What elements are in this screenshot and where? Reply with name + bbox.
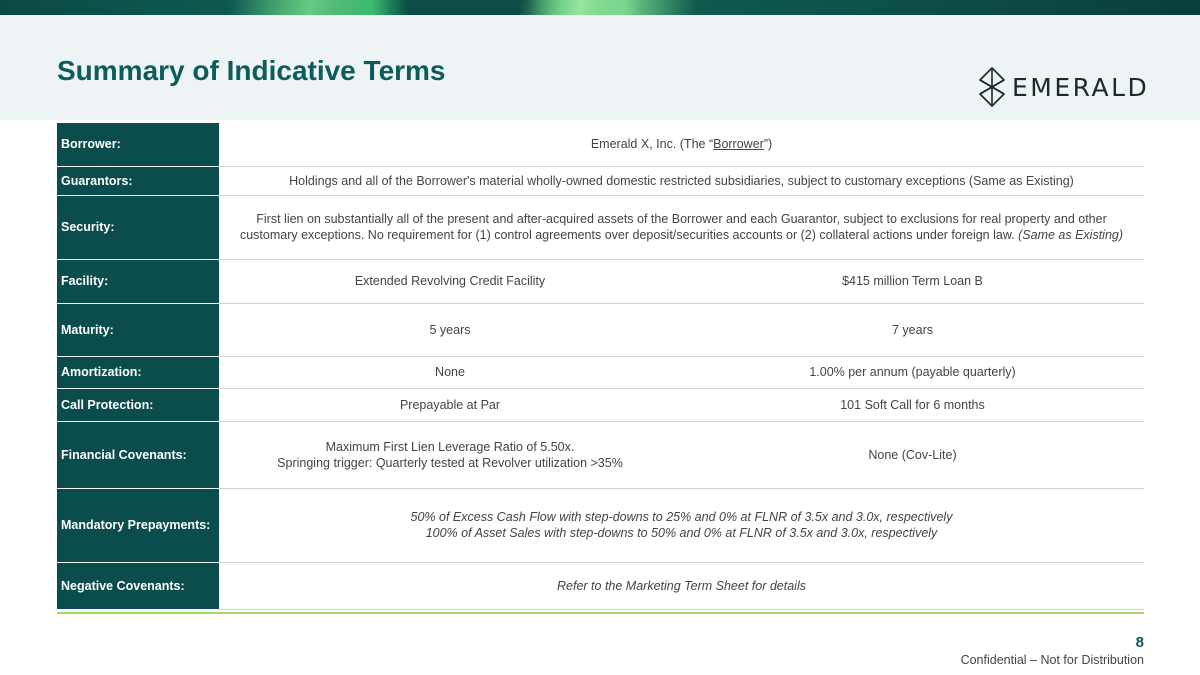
logo-wordmark: EMERALD [1012, 72, 1150, 102]
row-label-call-protection: Call Protection: [57, 388, 219, 421]
row-label-maturity: Maturity: [57, 303, 219, 356]
borrower-text-pre: Emerald X, Inc. (The “ [590, 137, 714, 152]
borrower-value [219, 123, 1144, 166]
row-label-financial-covenants: Financial Covenants: [57, 421, 219, 488]
security-value [219, 195, 1144, 259]
table-row [57, 488, 1144, 562]
amortization-revolver: None [219, 356, 681, 388]
facility-revolver: Extended Revolving Credit Facility [219, 259, 681, 303]
facility-term-loan: $415 million Term Loan B [681, 259, 1144, 303]
call-protection-term-loan: 101 Soft Call for 6 months [681, 388, 1144, 421]
emerald-gem-icon [978, 67, 1006, 107]
footer-divider [57, 612, 1144, 614]
security-note: (Same as Existing) [1018, 228, 1124, 242]
table-row [57, 123, 1144, 166]
financial-covenants-line2: Springing trigger: Quarterly tested at Revolver utilization >35% [277, 455, 623, 470]
table-row [57, 259, 1144, 303]
table-row [57, 166, 1144, 195]
financial-covenants-line1: Maximum First Lien Leverage Ratio of 5.50x. [325, 439, 575, 454]
terms-table [57, 123, 1144, 610]
table-row [57, 356, 1144, 388]
mandatory-prepayments-line2: 100% of Asset Sales with step-downs to 50% and 0% at FLNR of 3.5x and 3.0x, respectively [425, 526, 938, 540]
maturity-revolver: 5 years [219, 303, 681, 356]
financial-covenants-term-loan: None (Cov-Lite) [681, 421, 1144, 488]
table-row [57, 421, 1144, 488]
row-label-security: Security: [57, 195, 219, 259]
confidentiality-notice: Confidential – Not for Distribution [960, 653, 1144, 667]
mandatory-prepayments-value [219, 488, 1144, 562]
slide-header [0, 15, 1200, 120]
row-label-amortization: Amortization: [57, 356, 219, 388]
financial-covenants-revolver [219, 421, 681, 488]
band-streak [230, 0, 390, 15]
top-decorative-band [0, 0, 1200, 15]
borrower-defined-term: Borrower [713, 137, 764, 152]
band-streak [520, 0, 640, 15]
page-number: 8 [1135, 634, 1144, 651]
table-row [57, 303, 1144, 356]
negative-covenants-value: Refer to the Marketing Term Sheet for details [219, 562, 1144, 609]
mandatory-prepayments-line1: 50% of Excess Cash Flow with step-downs to 25% and 0% at FLNR of 3.5x and 3.0x, respectively [410, 510, 953, 524]
amortization-term-loan: 1.00% per annum (payable quarterly) [681, 356, 1144, 388]
borrower-text-post: ”) [763, 137, 773, 152]
row-label-borrower: Borrower: [57, 123, 219, 166]
guarantors-value: Holdings and all of the Borrower's material wholly-owned domestic restricted subsidiaries, subject to customary exceptions (Same as Existing) [219, 166, 1144, 195]
row-label-negative-covenants: Negative Covenants: [57, 562, 219, 609]
call-protection-revolver: Prepayable at Par [219, 388, 681, 421]
maturity-term-loan: 7 years [681, 303, 1144, 356]
emerald-logo [978, 65, 1149, 109]
row-label-mandatory-prepayments: Mandatory Prepayments: [57, 488, 219, 562]
table-row [57, 195, 1144, 259]
table-row [57, 562, 1144, 609]
row-label-guarantors: Guarantors: [57, 166, 219, 195]
security-text: First lien on substantially all of the present and after-acquired assets of the Borrower and each Guarantor, subject to exclusions for real property and other customary exceptions. No requirement for (1) control agreements over deposit/securities accounts or (2) collateral actions under foreign law. [239, 212, 1107, 242]
page-title: Summary of Indicative Terms [57, 55, 446, 86]
table-row [57, 388, 1144, 421]
row-label-facility: Facility: [57, 259, 219, 303]
